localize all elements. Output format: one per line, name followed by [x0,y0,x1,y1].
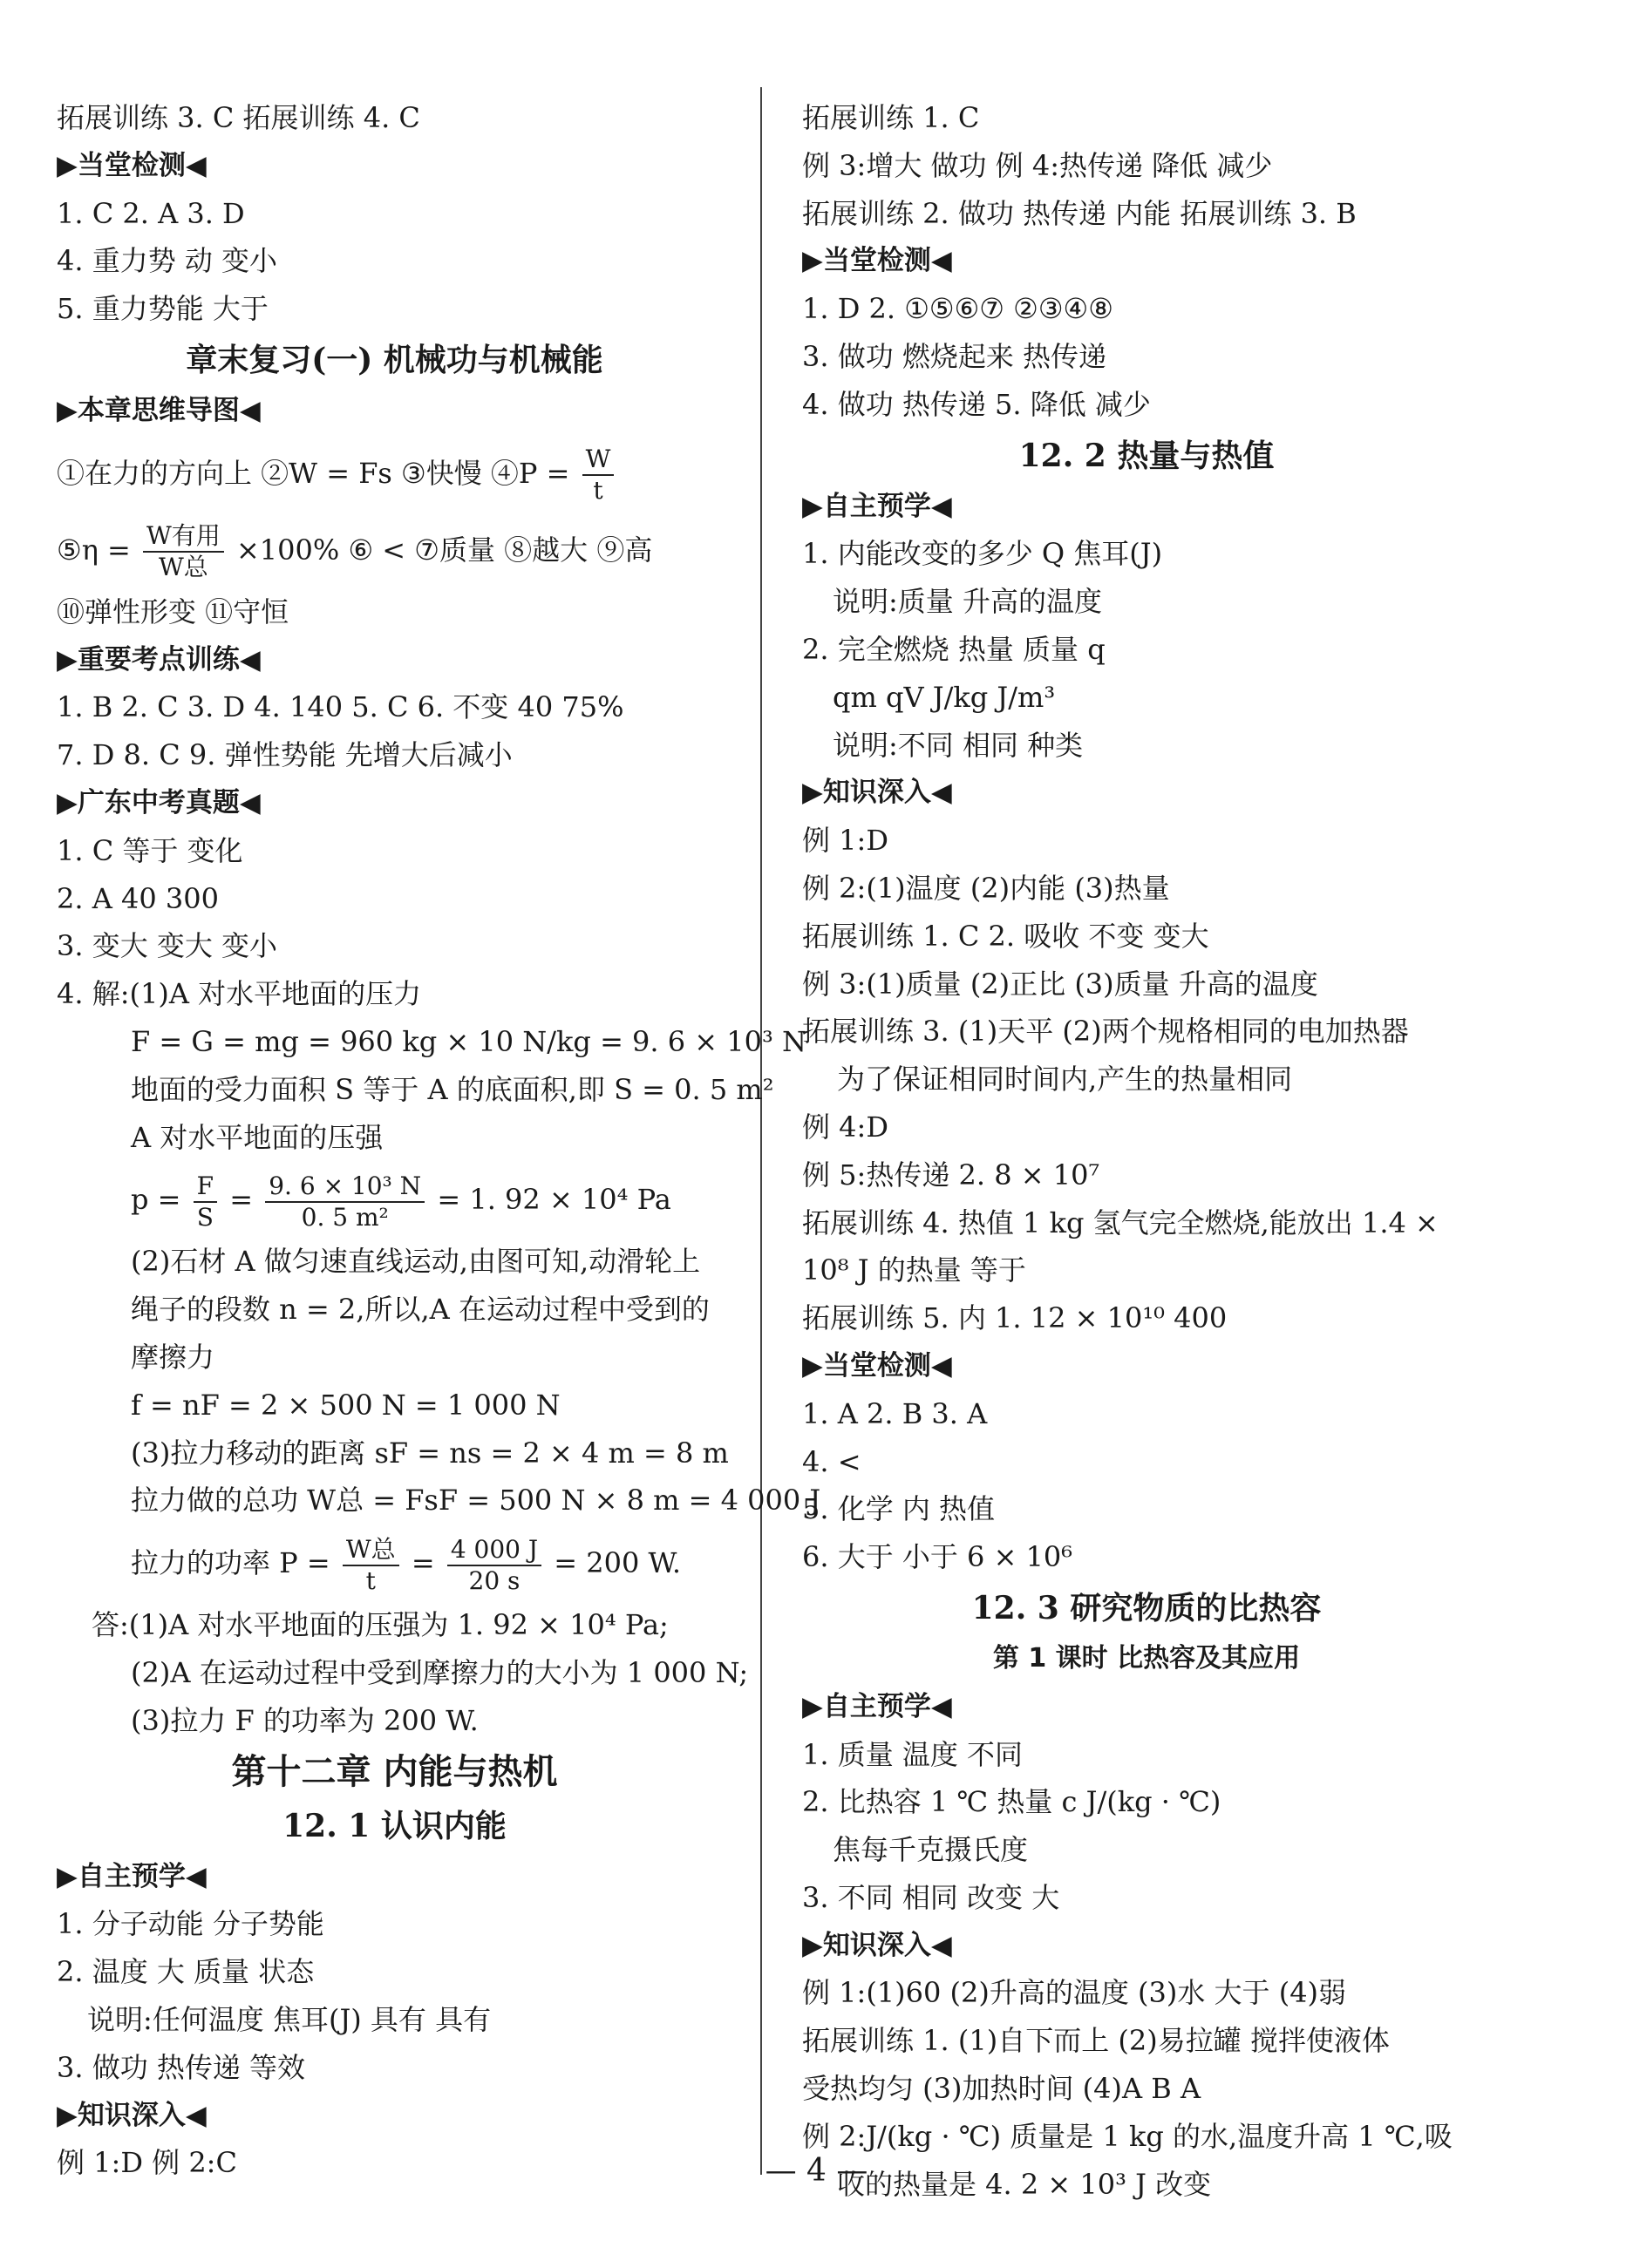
solution-line: 地面的受力面积 S 等于 A 的底面积,即 S = 0. 5 m² [131,1072,774,1106]
solution-line: A 对水平地面的压强 [131,1120,384,1154]
answer-line: qm qV J/kg J/m³ [833,680,1056,714]
answer-line: 例 1:(1)60 (2)升高的温度 (3)水 大于 (4)弱 [802,1976,1347,2010]
numerator: W [582,445,615,476]
formula-text: = [411,1546,435,1580]
chapter-title: 第十二章 内能与热机 [231,1750,558,1792]
answer-line: 3. 做功 燃烧起来 热传递 [802,339,1107,373]
answer-line: 拓展训练 3. C 拓展训练 4. C [57,101,420,134]
solution-line: (2)石材 A 做匀速直线运动,由图可知,动滑轮上 [131,1245,701,1279]
section-heading: ▶自主预学◀ [802,490,952,522]
numerator: F [194,1171,217,1203]
section-heading: ▶知识深入◀ [57,2099,207,2131]
answer-line: 例 2:(1)温度 (2)内能 (3)热量 [802,871,1170,905]
answer-line: 2. 温度 大 质量 状态 [57,1955,315,1989]
answer-line: 1. A 2. B 3. A [802,1396,988,1430]
numerator: 4 000 J [447,1535,541,1566]
answer-line: 1. C 2. A 3. D [57,196,245,230]
answer-line: 拓展训练 4. 热值 1 kg 氢气完全燃烧,能放出 1.4 × [802,1205,1439,1239]
answer-line: (2)A 在运动过程中受到摩擦力的大小为 1 000 N; [131,1655,749,1689]
answer-line: 例 4:D [802,1110,888,1144]
fraction [265,1171,425,1232]
denominator: 20 s [468,1565,521,1595]
answer-line: 4. 做功 热传递 5. 降低 减少 [802,387,1151,421]
chapter-review-title: 章末复习(一) 机械功与机械能 [186,341,603,378]
answer-line: 拓展训练 2. 做功 热传递 内能 拓展训练 3. B [802,196,1357,230]
answer-line: 拓展训练 1. C [802,101,980,134]
answer-line: 例 5:热传递 2. 8 × 10⁷ [802,1158,1100,1192]
answer-line: 6. 大于 小于 6 × 10⁶ [802,1540,1073,1574]
column-divider [760,87,762,2175]
section-heading: ▶当堂检测◀ [57,149,207,181]
formula-text: = 200 W. [554,1546,681,1580]
answer-line: 2. 比热容 1 ℃ 热量 c J/(kg · ℃) [802,1785,1221,1819]
answer-line: 1. D 2. ①⑤⑥⑦ ②③④⑧ [802,292,1113,326]
answer-line: 例 1:D 例 2:C [57,2146,237,2180]
denominator: t [365,1565,376,1595]
section-title: 12. 2 热量与热值 [1018,437,1275,474]
mindmap-line: ⑩弹性形变 ⑪守恒 [57,594,289,628]
solution-line: 摩擦力 [131,1340,215,1374]
section-heading: ▶本章思维导图◀ [57,394,261,426]
section-heading: ▶自主预学◀ [802,1690,952,1722]
section-heading: ▶自主预学◀ [57,1860,207,1892]
answer-line: 4. 重力势 动 变小 [57,244,278,278]
solution-line: (3)拉力移动的距离 sF = ns = 2 × 4 m = 8 m [131,1436,729,1470]
section-heading: ▶知识深入◀ [802,1929,952,1961]
lesson-title: 第 1 课时 比热容及其应用 [992,1642,1301,1674]
answer-line: 3. 不同 相同 改变 大 [802,1880,1060,1914]
section-title: 12. 1 认识内能 [282,1807,507,1844]
mindmap-text: ⑤η = [57,533,131,567]
answer-line: 拓展训练 3. (1)天平 (2)两个规格相同的电加热器 [802,1015,1409,1049]
answer-line: 例 3:增大 做功 例 4:热传递 降低 减少 [802,148,1273,182]
answer-line: 拓展训练 5. 内 1. 12 × 10¹⁰ 400 [802,1301,1228,1335]
answer-line: 答:(1)A 对水平地面的压强为 1. 92 × 10⁴ Pa; [92,1608,669,1642]
formula-text: = 1. 92 × 10⁴ Pa [437,1183,671,1217]
solution-line: 绳子的段数 n = 2,所以,A 在运动过程中受到的 [131,1293,710,1327]
answer-line: 3. 做功 热传递 等效 [57,2050,306,2084]
answer-line: 1. C 等于 变化 [57,833,243,867]
mindmap-text: ①在力的方向上 ②W = Fs ③快慢 ④P = [57,456,570,490]
answer-line: 1. B 2. C 3. D 4. 140 5. C 6. 不变 40 75% [57,690,624,724]
answer-line: 1. 内能改变的多少 Q 焦耳(J) [802,537,1163,571]
formula-text: 拉力的功率 P = [131,1546,330,1580]
denominator: t [593,476,603,506]
answer-line: 2. 完全燃烧 热量 质量 q [802,632,1106,666]
answer-line: 拓展训练 1. (1)自下而上 (2)易拉罐 搅拌使液体 [802,2024,1390,2058]
answer-line: 5. 重力势能 大于 [57,292,269,326]
section-heading: ▶当堂检测◀ [802,1349,952,1382]
answer-line: 受热均匀 (3)加热时间 (4)A B A [802,2072,1201,2106]
answer-line: 10⁸ J 的热量 等于 [802,1253,1026,1287]
denominator: 0. 5 m² [301,1202,389,1232]
fraction [582,445,615,506]
page-number: — 4 — [765,2153,868,2189]
solution-line: 拉力做的总功 W总 = FsF = 500 N × 8 m = 4 000 J [131,1484,821,1518]
answer-line: 1. 质量 温度 不同 [802,1737,1024,1771]
solution-line: f = nF = 2 × 500 N = 1 000 N [131,1388,561,1422]
fraction [194,1171,217,1232]
note-line: 说明:不同 相同 种类 [833,728,1084,762]
section-title: 12. 3 研究物质的比热容 [971,1589,1322,1626]
answer-line: 5. 化学 内 热值 [802,1492,996,1526]
answer-line: 例 1:D [802,824,888,858]
fraction [343,1535,399,1596]
answer-line: 1. 分子动能 分子势能 [57,1907,324,1941]
solution-line: F = G = mg = 960 kg × 10 N/kg = 9. 6 × 10³ N [131,1024,806,1058]
answer-line: 收的热量是 4. 2 × 10³ J 改变 [837,2167,1212,2201]
section-heading: ▶重要考点训练◀ [57,643,261,676]
section-heading: ▶知识深入◀ [802,777,952,809]
left-column [57,94,821,2187]
answer-line: 为了保证相同时间内,产生的热量相同 [837,1063,1293,1097]
fraction [447,1535,541,1596]
formula-text: = [229,1183,254,1217]
mindmap-text: ×100% ⑥ < ⑦质量 ⑧越大 ⑨高 [235,533,653,567]
section-heading: ▶当堂检测◀ [802,245,952,277]
answer-line: (3)拉力 F 的功率为 200 W. [131,1703,479,1737]
formula-text: p = [131,1183,181,1217]
solution-line [57,1524,732,1601]
section-heading: ▶广东中考真题◀ [57,786,261,818]
answer-line: 例 3:(1)质量 (2)正比 (3)质量 升高的温度 [802,967,1318,1001]
fraction [143,521,224,582]
mindmap-line [57,512,732,588]
numerator: 9. 6 × 10³ N [265,1171,425,1203]
answer-line: 3. 变大 变大 变小 [57,929,278,963]
note-line: 说明:任何温度 焦耳(J) 具有 具有 [87,2002,492,2036]
solution-line [57,1161,732,1238]
numerator: W总 [343,1535,399,1566]
answer-line: 焦每千克摄氏度 [833,1833,1029,1867]
answer-line: 4. 解:(1)A 对水平地面的压力 [57,977,422,1011]
right-column [802,94,1491,2208]
answer-line: 4. < [802,1444,861,1478]
answer-line: 2. A 40 300 [57,881,219,915]
mindmap-line [57,435,732,512]
denominator: W总 [159,553,208,582]
answer-line: 7. D 8. C 9. 弹性势能 先增大后减小 [57,738,513,772]
numerator: W有用 [143,521,224,553]
answer-line: 例 2:J/(kg · ℃) 质量是 1 kg 的水,温度升高 1 ℃,吸 [802,2119,1453,2153]
denominator: S [196,1202,214,1232]
answer-line: 拓展训练 1. C 2. 吸收 不变 变大 [802,919,1209,953]
note-line: 说明:质量 升高的温度 [833,585,1102,619]
